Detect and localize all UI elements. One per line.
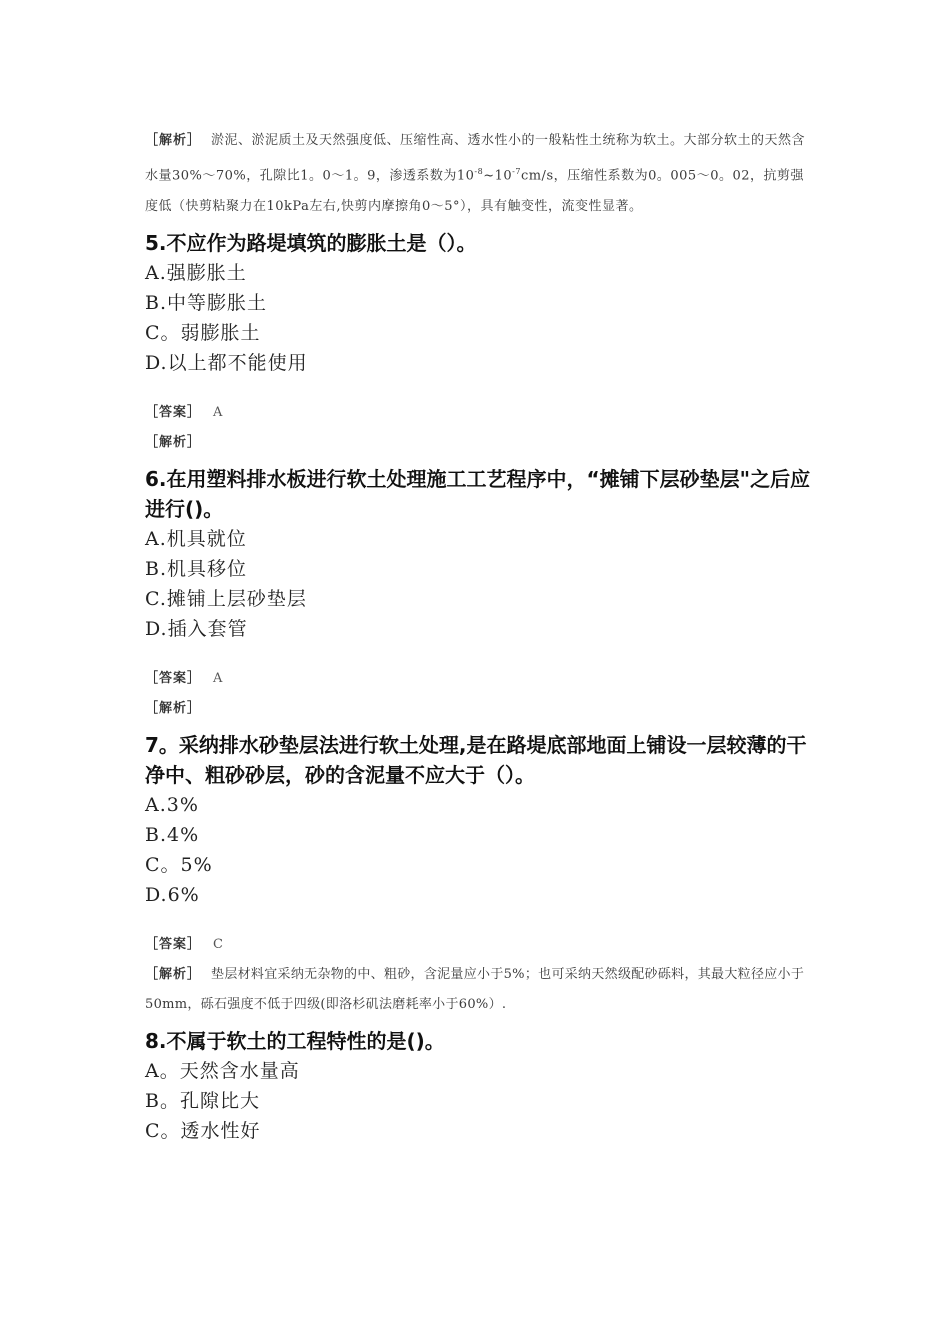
question-8-title: 8.不属于软土的工程特性的是()。 bbox=[145, 1029, 445, 1054]
exponent-1: -8 bbox=[474, 167, 484, 176]
question-7-analysis bbox=[145, 960, 815, 1020]
question-7-option-a: A.3% bbox=[145, 794, 199, 817]
question-5-option-b: B.中等膨胀土 bbox=[145, 292, 268, 315]
intro-analysis bbox=[145, 125, 815, 222]
question-6-option-b: B.机具移位 bbox=[145, 558, 248, 581]
question-7-option-c: C。5% bbox=[145, 854, 213, 877]
question-6-answer bbox=[145, 664, 815, 694]
question-8-option-a: A。天然含水量高 bbox=[145, 1060, 300, 1083]
question-8 bbox=[145, 1026, 815, 1146]
question-5-answer bbox=[145, 398, 815, 428]
question-5-title: 5.不应作为路堤填筑的膨胀土是（）。 bbox=[145, 231, 477, 256]
answer-value: C bbox=[213, 937, 223, 953]
document-page bbox=[145, 125, 815, 1146]
analysis-text-mid: ~10 bbox=[483, 168, 513, 184]
answer-label: ［答案］ bbox=[145, 937, 202, 953]
question-6 bbox=[145, 464, 815, 724]
question-7-title: 7。采纳排水砂垫层法进行软土处理,是在路堤底部地面上铺设一层较薄的干净中、粗砂砂层，砂的含泥量不应大于（）。 bbox=[145, 733, 807, 788]
answer-value: A bbox=[213, 671, 223, 687]
answer-label: ［答案］ bbox=[145, 671, 202, 687]
question-5 bbox=[145, 228, 815, 458]
question-8-option-b: B。孔隙比大 bbox=[145, 1090, 260, 1113]
question-6-analysis bbox=[145, 694, 815, 724]
analysis-text-2: cm/s，压缩性系数为0。005～0。02，抗剪强度低（快剪粘聚力在10kPa左右,快剪内摩擦角0～5°），具有触变性，流变性显著。 bbox=[145, 168, 805, 215]
analysis-text-1: 淤泥、淤泥质土及天然强度低、压缩性高、透水性小的一般粘性土统称为软土。大部分软土的天然含水量30%～70%，孔隙比1。0～1。9，渗透系数为10 bbox=[145, 133, 806, 184]
question-8-option-c: C。透水性好 bbox=[145, 1120, 261, 1143]
answer-value: A bbox=[213, 405, 223, 421]
question-7-answer bbox=[145, 930, 815, 960]
question-6-option-a: A.机具就位 bbox=[145, 528, 247, 551]
question-6-option-c: C.摊铺上层砂垫层 bbox=[145, 588, 307, 611]
question-7-option-d: D.6% bbox=[145, 884, 200, 907]
question-7-analysis-text: 垫层材料宜采纳无杂物的中、粗砂，含泥量应小于5%；也可采纳天然级配砂砾料，其最大粒径应小于50mm，砾石强度不低于四级(即洛杉矶法磨耗率小于60%）. bbox=[145, 967, 805, 1013]
question-6-title: 6.在用塑料排水板进行软土处理施工工艺程序中，“摊铺下层砂垫层"之后应进行()。 bbox=[145, 467, 811, 522]
question-5-analysis bbox=[145, 428, 815, 458]
question-5-option-c: C。弱膨胀土 bbox=[145, 322, 261, 345]
answer-label: ［答案］ bbox=[145, 405, 202, 421]
question-7 bbox=[145, 730, 815, 1020]
analysis-label: ［解析］ bbox=[145, 701, 202, 717]
question-5-option-d: D.以上都不能使用 bbox=[145, 352, 308, 375]
question-7-option-b: B.4% bbox=[145, 824, 200, 847]
question-6-option-d: D.插入套管 bbox=[145, 618, 248, 641]
analysis-label: ［解析］ bbox=[145, 967, 202, 983]
analysis-label: ［解析］ bbox=[145, 133, 202, 148]
analysis-label: ［解析］ bbox=[145, 435, 202, 451]
exponent-2: -7 bbox=[512, 167, 521, 176]
question-5-option-a: A.强膨胀土 bbox=[145, 262, 247, 285]
